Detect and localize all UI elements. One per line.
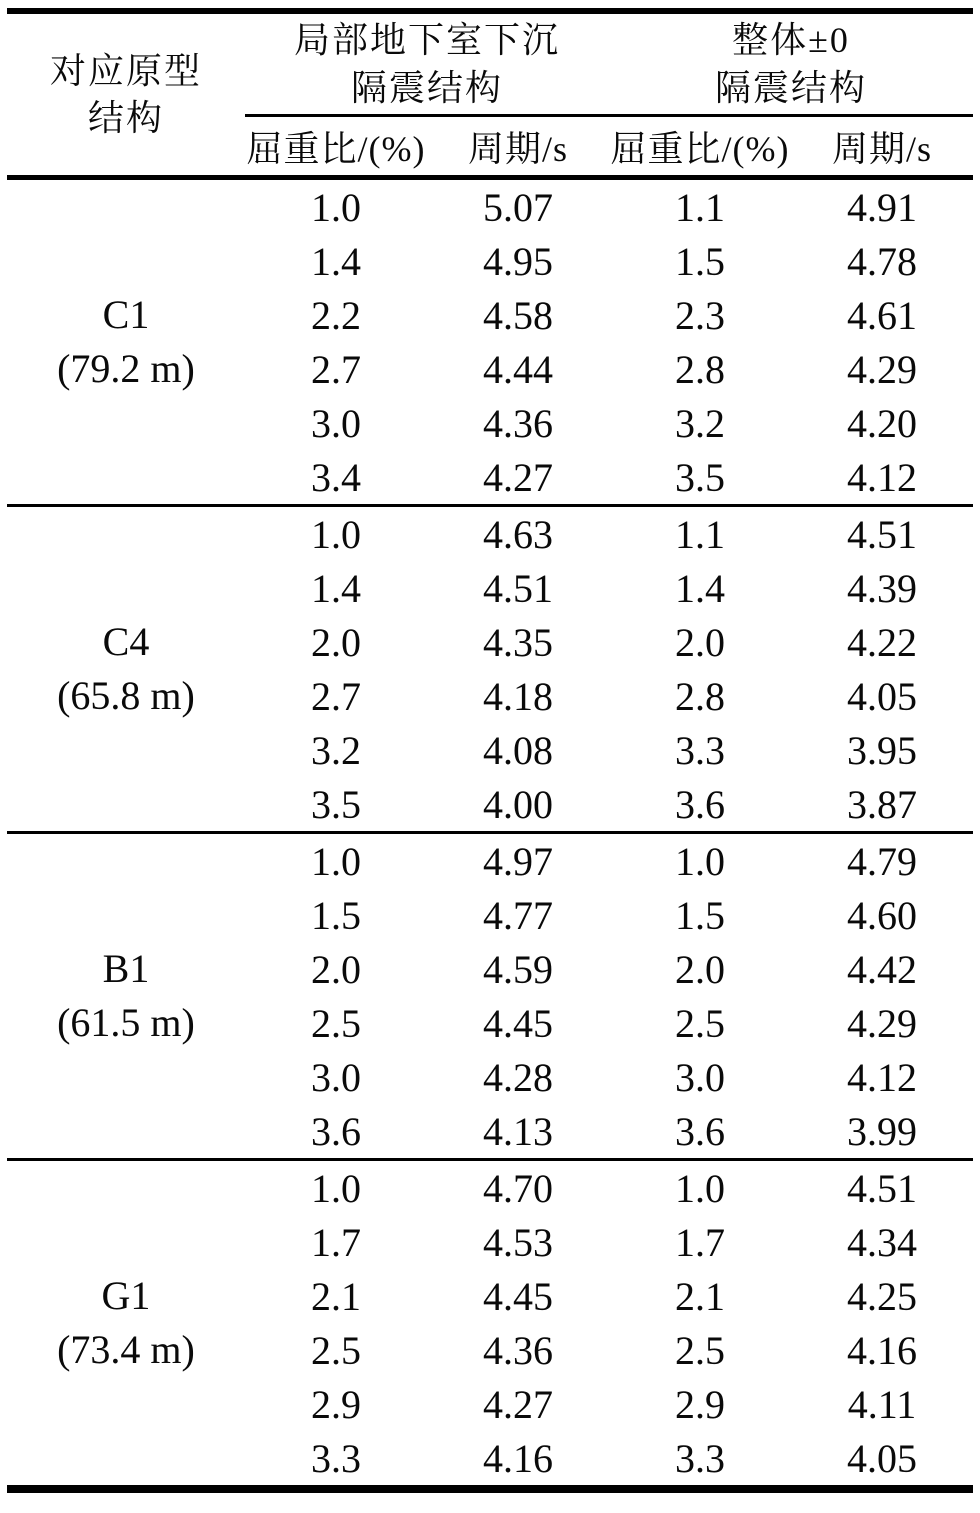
cell-period: 4.78 — [847, 238, 918, 284]
cell-yield-ratio: 1.7 — [675, 1219, 726, 1265]
cell-yield-ratio: 3.2 — [675, 400, 726, 446]
cell-yield-ratio: 2.1 — [311, 1273, 361, 1319]
cell-period: 4.16 — [847, 1327, 918, 1373]
cell-period: 4.16 — [483, 1435, 553, 1481]
cell-period: 4.79 — [847, 838, 918, 884]
cell-period: 4.59 — [483, 946, 553, 992]
cell-period: 4.63 — [483, 511, 553, 557]
cell-period: 3.99 — [847, 1108, 918, 1154]
cell-period: 4.42 — [847, 946, 918, 992]
cell-yield-ratio: 3.2 — [311, 727, 361, 773]
cell-yield-ratio: 2.0 — [311, 946, 361, 992]
cell-yield-ratio: 2.2 — [311, 292, 361, 338]
cell-yield-ratio: 2.0 — [675, 619, 726, 665]
cell-period: 4.25 — [847, 1273, 918, 1319]
cell-period: 4.20 — [847, 400, 918, 446]
block-B1 — [7, 833, 973, 1160]
block-label: G1 — [101, 1273, 151, 1318]
block-height: (61.5 m) — [57, 1000, 195, 1045]
group2-title-line1: 整体±0 — [732, 20, 850, 60]
cell-yield-ratio: 2.0 — [675, 946, 726, 992]
cell-period: 4.70 — [483, 1165, 553, 1211]
cell-yield-ratio: 1.5 — [311, 892, 361, 938]
block-height: (73.4 m) — [57, 1327, 195, 1372]
group1-title-line2: 隔震结构 — [351, 68, 504, 108]
subheader-period-1: 周期/s — [427, 116, 609, 178]
cell-yield-ratio: 2.5 — [311, 1327, 361, 1373]
group-header-row — [7, 11, 973, 116]
corner-header-line2: 结构 — [87, 97, 164, 138]
cell-yield-ratio: 3.3 — [311, 1435, 361, 1481]
block-C4 — [7, 506, 973, 833]
row-label-G1 — [7, 1160, 245, 1490]
cell-period: 4.77 — [483, 892, 553, 938]
cell-yield-ratio: 1.5 — [675, 238, 726, 284]
cell-period: 4.51 — [483, 565, 553, 611]
cell-yield-ratio: 2.5 — [675, 1327, 726, 1373]
cell-yield-ratio: 2.9 — [675, 1381, 726, 1427]
cell-period: 4.36 — [483, 1327, 553, 1373]
cell-yield-ratio: 1.1 — [675, 184, 726, 230]
block-height: (65.8 m) — [57, 673, 195, 718]
block-G1 — [7, 1160, 973, 1490]
cell-period: 4.58 — [483, 292, 553, 338]
cell-yield-ratio: 2.0 — [311, 619, 361, 665]
cell-yield-ratio: 3.3 — [675, 727, 726, 773]
subheader-yield-ratio-2: 屈重比/(%) — [609, 116, 791, 178]
isolation-period-table — [7, 8, 973, 1493]
cell-period: 4.44 — [483, 346, 553, 392]
row-label-B1 — [7, 833, 245, 1160]
cell-period: 4.08 — [483, 727, 553, 773]
group2-title-line2: 隔震结构 — [715, 68, 868, 108]
group1-title-line1: 局部地下室下沉 — [294, 20, 561, 60]
cell-period: 4.29 — [847, 1000, 918, 1046]
cell-yield-ratio: 3.5 — [675, 454, 726, 500]
cell-yield-ratio: 3.0 — [311, 1054, 361, 1100]
cell-period: 4.12 — [847, 1054, 918, 1100]
cell-yield-ratio: 1.0 — [311, 1165, 361, 1211]
cell-period: 4.27 — [483, 1381, 553, 1427]
block-label: B1 — [102, 946, 150, 991]
table-row — [7, 506, 973, 562]
cell-yield-ratio: 2.3 — [675, 292, 726, 338]
cell-yield-ratio: 1.4 — [311, 565, 361, 611]
cell-period: 4.22 — [847, 619, 918, 665]
cell-yield-ratio: 2.5 — [311, 1000, 361, 1046]
cell-yield-ratio: 1.0 — [311, 184, 361, 230]
cell-yield-ratio: 3.6 — [675, 1108, 726, 1154]
cell-yield-ratio: 1.0 — [311, 511, 361, 557]
cell-period: 3.87 — [847, 781, 918, 827]
cell-yield-ratio: 2.7 — [311, 673, 361, 719]
cell-period: 5.07 — [483, 184, 553, 230]
cell-period: 4.11 — [847, 1381, 917, 1427]
cell-yield-ratio: 2.5 — [675, 1000, 726, 1046]
table-row — [7, 178, 973, 235]
cell-yield-ratio: 3.5 — [311, 781, 361, 827]
group-header-overall-zero — [609, 11, 973, 116]
cell-yield-ratio: 1.7 — [311, 1219, 361, 1265]
cell-period: 4.28 — [483, 1054, 553, 1100]
cell-period: 4.95 — [483, 238, 553, 284]
cell-yield-ratio: 3.0 — [675, 1054, 726, 1100]
cell-period: 4.29 — [847, 346, 918, 392]
block-label: C1 — [102, 292, 150, 337]
row-label-C4 — [7, 506, 245, 833]
cell-period: 4.05 — [847, 673, 918, 719]
subheader-period-2: 周期/s — [791, 116, 973, 178]
cell-yield-ratio: 2.1 — [675, 1273, 726, 1319]
cell-yield-ratio: 2.9 — [311, 1381, 361, 1427]
cell-period: 4.97 — [483, 838, 553, 884]
cell-period: 4.51 — [847, 1165, 918, 1211]
cell-yield-ratio: 1.0 — [675, 838, 726, 884]
cell-yield-ratio: 1.1 — [675, 511, 726, 557]
cell-period: 4.34 — [847, 1219, 918, 1265]
cell-yield-ratio: 2.7 — [311, 346, 361, 392]
cell-yield-ratio: 1.5 — [675, 892, 726, 938]
cell-yield-ratio: 2.8 — [675, 673, 726, 719]
subheader-yield-ratio-1: 屈重比/(%) — [245, 116, 427, 178]
cell-period: 4.61 — [847, 292, 918, 338]
cell-yield-ratio: 3.3 — [675, 1435, 726, 1481]
cell-period: 4.51 — [847, 511, 918, 557]
cell-yield-ratio: 1.4 — [311, 238, 361, 284]
cell-yield-ratio: 1.0 — [311, 838, 361, 884]
table-row — [7, 1160, 973, 1216]
cell-period: 4.13 — [483, 1108, 553, 1154]
group-header-partial-basement — [245, 11, 609, 116]
cell-period: 4.00 — [483, 781, 553, 827]
block-C1 — [7, 178, 973, 506]
cell-period: 4.12 — [847, 454, 918, 500]
cell-period: 4.45 — [483, 1273, 553, 1319]
table-header — [7, 11, 973, 178]
cell-yield-ratio: 1.0 — [675, 1165, 726, 1211]
cell-period: 4.05 — [847, 1435, 918, 1481]
corner-header-prototype-structure — [7, 11, 245, 178]
cell-period: 4.35 — [483, 619, 553, 665]
cell-yield-ratio: 3.6 — [311, 1108, 361, 1154]
cell-period: 4.60 — [847, 892, 918, 938]
row-label-C1 — [7, 178, 245, 506]
cell-period: 4.27 — [483, 454, 553, 500]
cell-yield-ratio: 1.4 — [675, 565, 726, 611]
block-label: C4 — [102, 619, 150, 664]
cell-period: 4.36 — [483, 400, 553, 446]
cell-period: 4.18 — [483, 673, 553, 719]
cell-period: 4.91 — [847, 184, 918, 230]
corner-header-line1: 对应原型 — [49, 50, 202, 91]
cell-yield-ratio: 3.6 — [675, 781, 726, 827]
cell-period: 3.95 — [847, 727, 918, 773]
cell-period: 4.45 — [483, 1000, 553, 1046]
cell-period: 4.39 — [847, 565, 918, 611]
cell-yield-ratio: 2.8 — [675, 346, 726, 392]
cell-yield-ratio: 3.0 — [311, 400, 361, 446]
table-row — [7, 833, 973, 889]
cell-period: 4.53 — [483, 1219, 553, 1265]
block-height: (79.2 m) — [57, 346, 195, 391]
cell-yield-ratio: 3.4 — [311, 454, 361, 500]
